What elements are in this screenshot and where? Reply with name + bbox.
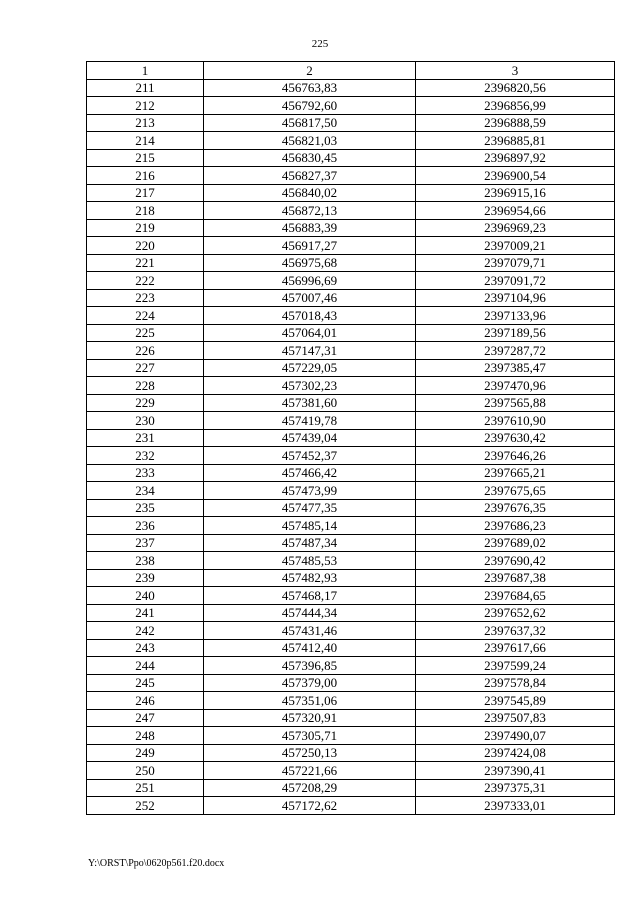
x-coordinate-cell: 457412,40 [204,639,416,657]
header-row [87,62,615,80]
point-number-cell: 238 [87,552,204,570]
x-coordinate-cell: 456827,37 [204,167,416,185]
point-number-cell: 227 [87,359,204,377]
y-coordinate-cell: 2397470,96 [416,377,615,395]
x-coordinate-cell: 456917,27 [204,237,416,255]
y-coordinate-cell: 2397578,84 [416,674,615,692]
table-row [87,167,615,185]
point-number-cell: 232 [87,447,204,465]
y-coordinate-cell: 2397385,47 [416,359,615,377]
table-row [87,517,615,535]
point-number-cell: 219 [87,219,204,237]
point-number-cell: 226 [87,342,204,360]
x-coordinate-cell: 457208,29 [204,779,416,797]
x-coordinate-cell: 457351,06 [204,692,416,710]
y-coordinate-cell: 2397665,21 [416,464,615,482]
table-row [87,639,615,657]
table-row [87,797,615,815]
y-coordinate-cell: 2396897,92 [416,149,615,167]
table-row [87,709,615,727]
point-number-cell: 241 [87,604,204,622]
y-coordinate-cell: 2397565,88 [416,394,615,412]
y-coordinate-cell: 2396900,54 [416,167,615,185]
table-header [87,62,615,80]
point-number-cell: 235 [87,499,204,517]
point-number-cell: 251 [87,779,204,797]
point-number-cell: 212 [87,97,204,115]
y-coordinate-cell: 2397375,31 [416,779,615,797]
point-number-cell: 215 [87,149,204,167]
point-number-cell: 222 [87,272,204,290]
x-coordinate-cell: 457320,91 [204,709,416,727]
point-number-cell: 224 [87,307,204,325]
x-coordinate-cell: 456996,69 [204,272,416,290]
table-row [87,429,615,447]
table-row [87,744,615,762]
point-number-cell: 252 [87,797,204,815]
x-coordinate-cell: 456883,39 [204,219,416,237]
point-number-cell: 229 [87,394,204,412]
table-row [87,114,615,132]
table-row [87,272,615,290]
y-coordinate-cell: 2397646,26 [416,447,615,465]
y-coordinate-cell: 2397490,07 [416,727,615,745]
x-coordinate-cell: 457431,46 [204,622,416,640]
x-coordinate-cell: 457064,01 [204,324,416,342]
x-coordinate-cell: 457147,31 [204,342,416,360]
x-coordinate-cell: 457172,62 [204,797,416,815]
y-coordinate-cell: 2397610,90 [416,412,615,430]
y-coordinate-cell: 2397687,38 [416,569,615,587]
table-row [87,79,615,97]
point-number-cell: 248 [87,727,204,745]
point-number-cell: 220 [87,237,204,255]
x-coordinate-cell: 456763,83 [204,79,416,97]
point-number-cell: 246 [87,692,204,710]
point-number-cell: 221 [87,254,204,272]
x-coordinate-cell: 457007,46 [204,289,416,307]
table-row [87,727,615,745]
x-coordinate-cell: 457485,53 [204,552,416,570]
table-body [87,79,615,814]
y-coordinate-cell: 2396969,23 [416,219,615,237]
y-coordinate-cell: 2397599,24 [416,657,615,675]
y-coordinate-cell: 2397689,02 [416,534,615,552]
y-coordinate-cell: 2397630,42 [416,429,615,447]
x-coordinate-cell: 457419,78 [204,412,416,430]
point-number-cell: 244 [87,657,204,675]
point-number-cell: 234 [87,482,204,500]
x-coordinate-cell: 456830,45 [204,149,416,167]
x-coordinate-cell: 457379,00 [204,674,416,692]
document-file-path: Y:\ORST\Ppo\0620p561.f20.docx [88,858,225,869]
x-coordinate-cell: 456975,68 [204,254,416,272]
y-coordinate-cell: 2397133,96 [416,307,615,325]
x-coordinate-cell: 457381,60 [204,394,416,412]
x-coordinate-cell: 457250,13 [204,744,416,762]
x-coordinate-cell: 457452,37 [204,447,416,465]
table-row [87,762,615,780]
x-coordinate-cell: 457305,71 [204,727,416,745]
table-row [87,149,615,167]
point-number-cell: 237 [87,534,204,552]
y-coordinate-cell: 2397507,83 [416,709,615,727]
x-coordinate-cell: 457439,04 [204,429,416,447]
table-row [87,97,615,115]
y-coordinate-cell: 2396915,16 [416,184,615,202]
y-coordinate-cell: 2397104,96 [416,289,615,307]
table-row [87,237,615,255]
table-row [87,132,615,150]
table-row [87,587,615,605]
x-coordinate-cell: 457229,05 [204,359,416,377]
point-number-cell: 242 [87,622,204,640]
point-number-cell: 250 [87,762,204,780]
column-header-1: 1 [87,62,204,80]
point-number-cell: 247 [87,709,204,727]
table-row [87,464,615,482]
y-coordinate-cell: 2397333,01 [416,797,615,815]
y-coordinate-cell: 2396885,81 [416,132,615,150]
y-coordinate-cell: 2396856,99 [416,97,615,115]
point-number-cell: 230 [87,412,204,430]
table-row [87,447,615,465]
table-row [87,622,615,640]
point-number-cell: 213 [87,114,204,132]
y-coordinate-cell: 2397652,62 [416,604,615,622]
table-row [87,674,615,692]
table-row [87,219,615,237]
x-coordinate-cell: 457466,42 [204,464,416,482]
x-coordinate-cell: 457487,34 [204,534,416,552]
x-coordinate-cell: 457473,99 [204,482,416,500]
column-header-3: 3 [416,62,615,80]
x-coordinate-cell: 456821,03 [204,132,416,150]
table-row [87,569,615,587]
y-coordinate-cell: 2397690,42 [416,552,615,570]
y-coordinate-cell: 2396954,66 [416,202,615,220]
table-row [87,202,615,220]
x-coordinate-cell: 457444,34 [204,604,416,622]
point-number-cell: 243 [87,639,204,657]
y-coordinate-cell: 2397684,65 [416,587,615,605]
y-coordinate-cell: 2397675,65 [416,482,615,500]
point-number-cell: 245 [87,674,204,692]
point-number-cell: 233 [87,464,204,482]
x-coordinate-cell: 456792,60 [204,97,416,115]
table-row [87,359,615,377]
x-coordinate-cell: 457468,17 [204,587,416,605]
page-number: 225 [311,38,329,50]
y-coordinate-cell: 2397189,56 [416,324,615,342]
table-row [87,377,615,395]
table-row [87,254,615,272]
y-coordinate-cell: 2396820,56 [416,79,615,97]
table-row [87,307,615,325]
table-row [87,499,615,517]
table-row [87,779,615,797]
y-coordinate-cell: 2397009,21 [416,237,615,255]
table-row [87,412,615,430]
x-coordinate-cell: 457485,14 [204,517,416,535]
point-number-cell: 236 [87,517,204,535]
table-row [87,184,615,202]
point-number-cell: 211 [87,79,204,97]
y-coordinate-cell: 2397686,23 [416,517,615,535]
point-number-cell: 218 [87,202,204,220]
table-row [87,482,615,500]
y-coordinate-cell: 2397676,35 [416,499,615,517]
x-coordinate-cell: 457477,35 [204,499,416,517]
point-number-cell: 216 [87,167,204,185]
table-row [87,342,615,360]
y-coordinate-cell: 2397091,72 [416,272,615,290]
y-coordinate-cell: 2397617,66 [416,639,615,657]
point-number-cell: 225 [87,324,204,342]
x-coordinate-cell: 457302,23 [204,377,416,395]
column-header-2: 2 [204,62,416,80]
table-row [87,324,615,342]
point-number-cell: 223 [87,289,204,307]
point-number-cell: 240 [87,587,204,605]
y-coordinate-cell: 2397287,72 [416,342,615,360]
point-number-cell: 239 [87,569,204,587]
table-row [87,604,615,622]
point-number-cell: 249 [87,744,204,762]
table-row [87,534,615,552]
y-coordinate-cell: 2397424,08 [416,744,615,762]
x-coordinate-cell: 456840,02 [204,184,416,202]
y-coordinate-cell: 2396888,59 [416,114,615,132]
y-coordinate-cell: 2397079,71 [416,254,615,272]
table-row [87,552,615,570]
x-coordinate-cell: 457396,85 [204,657,416,675]
y-coordinate-cell: 2397545,89 [416,692,615,710]
x-coordinate-cell: 456817,50 [204,114,416,132]
x-coordinate-cell: 457482,93 [204,569,416,587]
x-coordinate-cell: 457018,43 [204,307,416,325]
point-number-cell: 228 [87,377,204,395]
table-row [87,692,615,710]
table-row [87,657,615,675]
y-coordinate-cell: 2397390,41 [416,762,615,780]
table-row [87,394,615,412]
table-row [87,289,615,307]
point-number-cell: 231 [87,429,204,447]
coordinates-table [86,61,615,815]
point-number-cell: 217 [87,184,204,202]
y-coordinate-cell: 2397637,32 [416,622,615,640]
x-coordinate-cell: 456872,13 [204,202,416,220]
point-number-cell: 214 [87,132,204,150]
x-coordinate-cell: 457221,66 [204,762,416,780]
